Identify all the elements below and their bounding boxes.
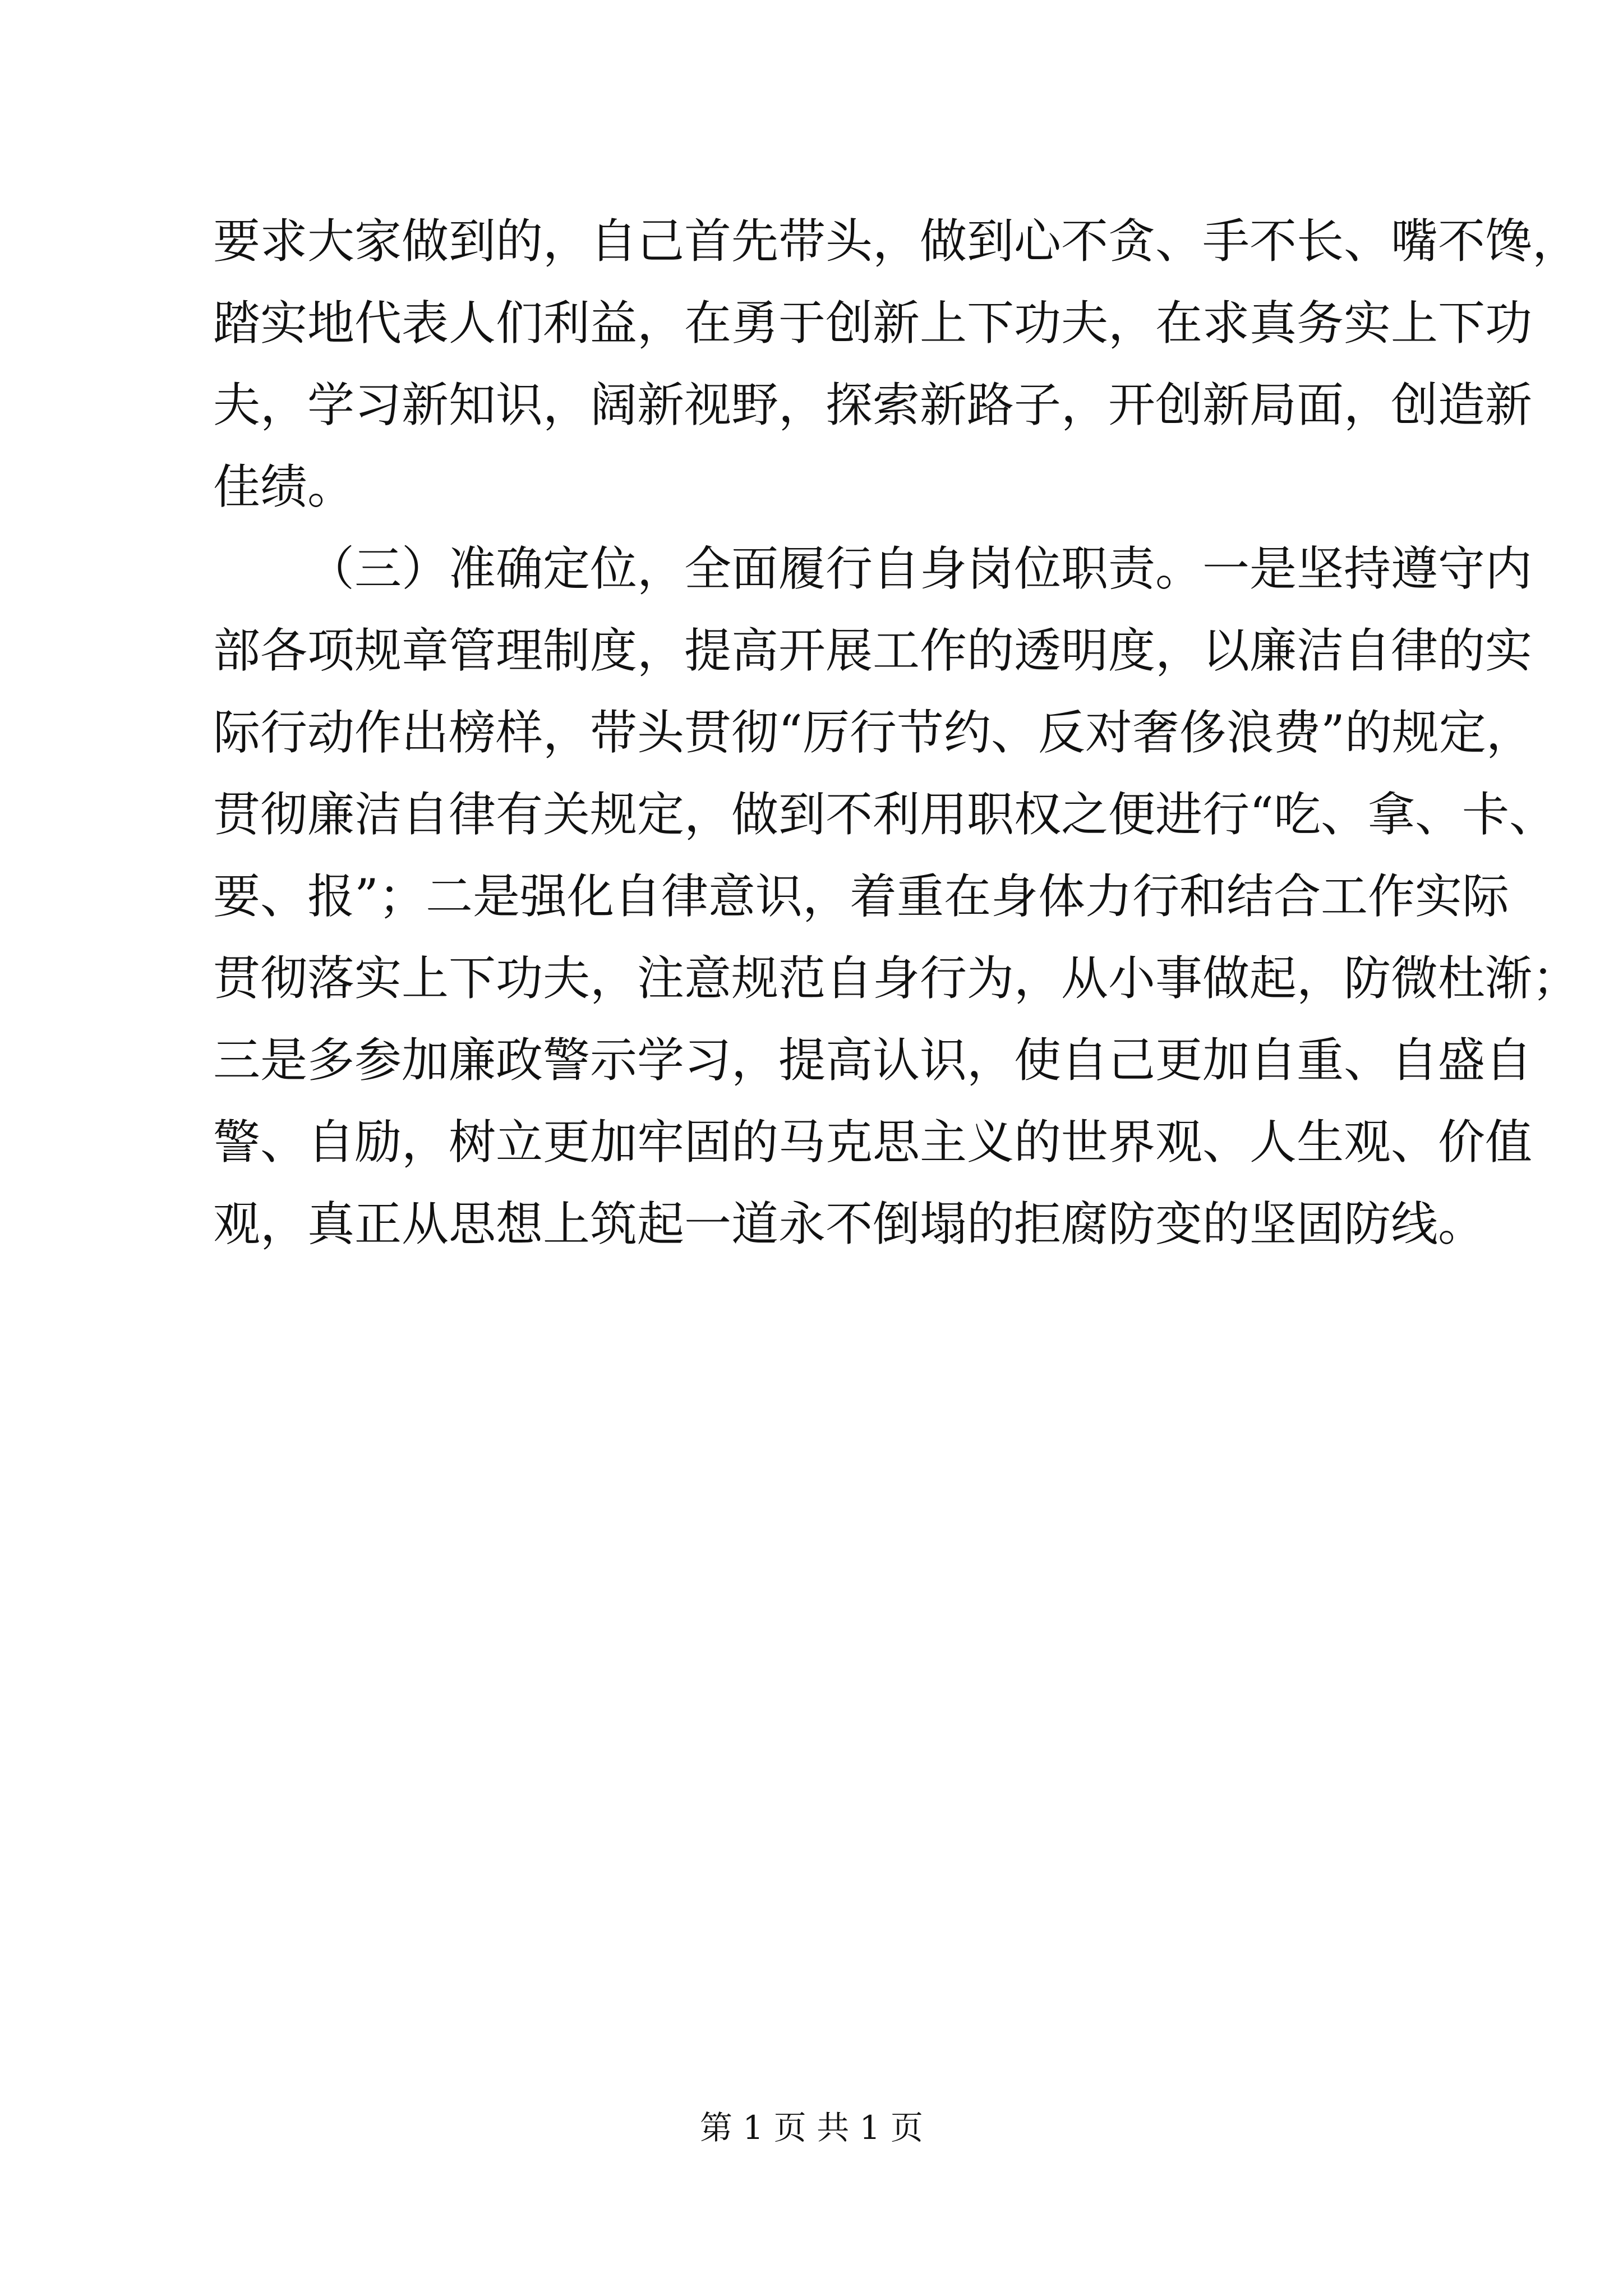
text-line: 警、自励，树立更加牢固的马克思主义的世界观、人生观、价值 (213, 1115, 1533, 1170)
text-line: 踏实地代表人们利益，在勇于创新上下功夫，在求真务实上下功 (213, 296, 1533, 351)
text-line: 际行动作出榜样，带头贯彻“厉行节约、反对奢侈浪费”的规定， (213, 705, 1533, 760)
text-line: 佳绩。 (213, 459, 355, 514)
text-line: 要求大家做到的，自己首先带头，做到心不贪、手不长、嘴不馋， (213, 214, 1580, 269)
text-line: 部各项规章管理制度，提高开展工作的透明度，以廉洁自律的实 (213, 623, 1533, 678)
text-line: 夫，学习新知识，阔新视野，探索新路子，开创新局面，创造新 (213, 378, 1533, 432)
page-number-footer: 第 1 页 共 1 页 (700, 2109, 923, 2147)
text-line: 贯彻落实上下功夫，注意规范自身行为，从小事做起，防微杜渐； (213, 951, 1580, 1006)
text-line: 贯彻廉洁自律有关规定，做到不利用职权之便进行“吃、拿、卡、 (213, 787, 1556, 842)
text-line: 观，真正从思想上筑起一道永不倒塌的拒腐防变的坚固防线。 (213, 1197, 1486, 1251)
text-line: （三）准确定位，全面履行自身岗位职责。一是坚持遵守内 (307, 541, 1533, 596)
text-line: 要、报”；二是强化自律意识，着重在身体力行和结合工作实际 (213, 869, 1509, 924)
text-line: 三是多参加廉政警示学习，提高认识，使自己更加自重、自盛自 (213, 1033, 1533, 1088)
